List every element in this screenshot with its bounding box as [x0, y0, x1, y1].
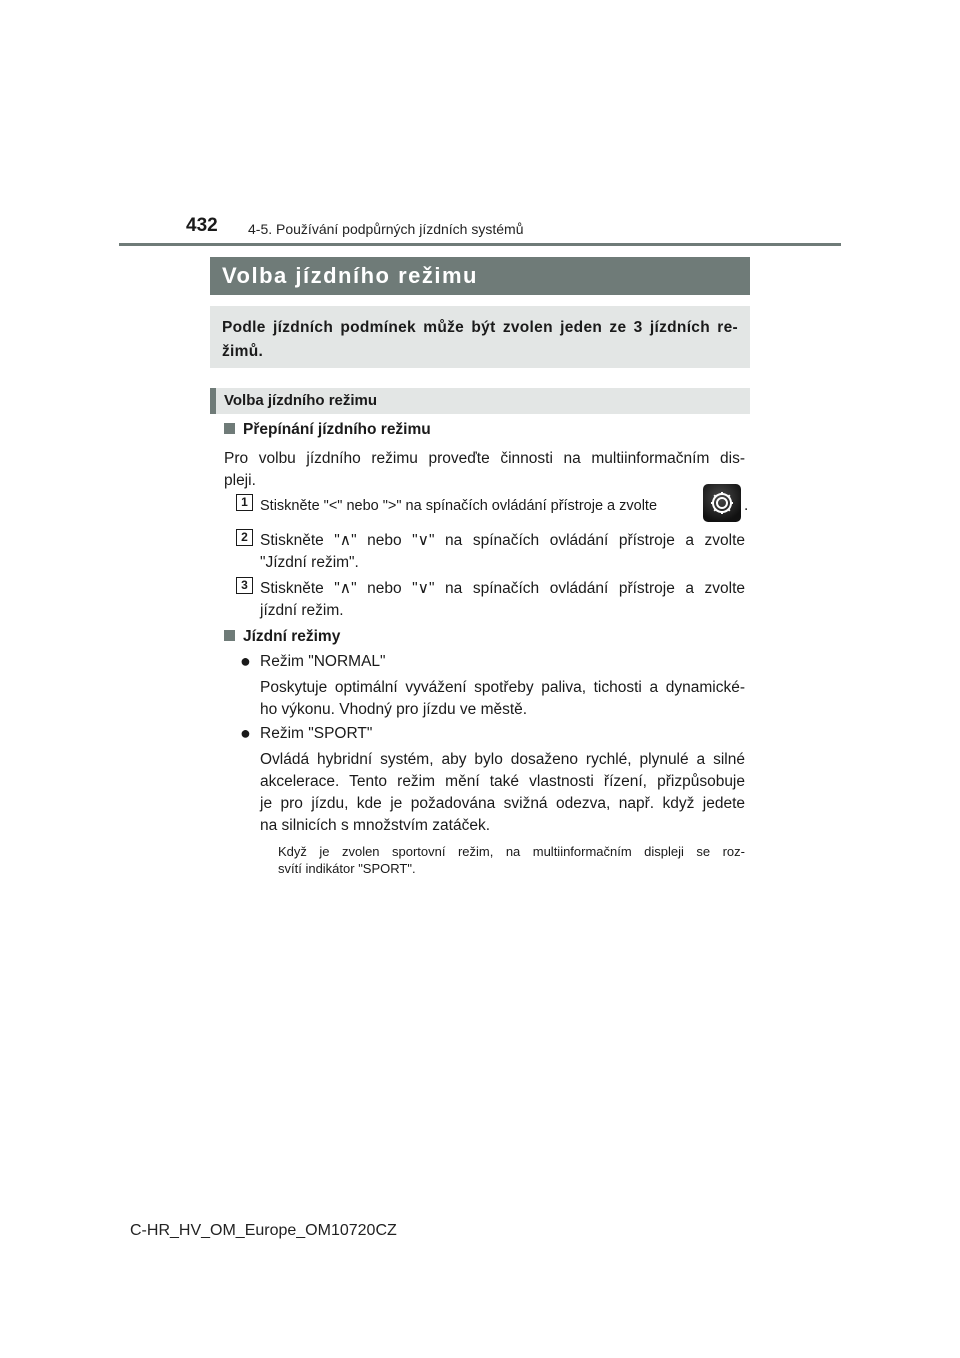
chapter-title: 4-5. Používání podpůrných jízdních systémů	[248, 221, 524, 237]
document-code: C-HR_HV_OM_Europe_OM10720CZ	[130, 1222, 397, 1239]
page-number: 432	[186, 215, 218, 236]
step-number-3: 3	[236, 577, 253, 594]
switching-desc-line: Pro volbu jízdního režimu proveďte činnosti na multiinformačním dis-	[224, 450, 745, 467]
mode-normal-title: Režim "NORMAL"	[260, 653, 386, 670]
step-2-text: Stiskněte "∧" nebo "∨" na spínačích ovládání přístroje a zvolte	[260, 532, 745, 549]
mode-normal-desc: Poskytuje optimální vyvážení spotřeby paliva, tichosti a dynamické-	[260, 679, 745, 696]
subheading-text: Jízdní režimy	[243, 628, 341, 645]
sport-note: Když je zvolen sportovní režim, na multiinformačním displeji se roz-	[278, 844, 745, 859]
bullet-icon: ●	[240, 651, 251, 671]
step-3-text: jízdní režim.	[260, 602, 344, 619]
switching-desc-line: pleji.	[224, 472, 256, 489]
mode-sport-desc: na silnicích s množstvím zatáček.	[260, 817, 490, 834]
step-number-2: 2	[236, 529, 253, 546]
mode-sport-desc: je pro jízdu, kde je požadována svižná odezva, např. když jedete	[260, 795, 745, 812]
subheading-text: Přepínání jízdního režimu	[243, 421, 431, 438]
sport-note: svítí indikátor "SPORT".	[278, 861, 416, 876]
mode-sport-title: Režim "SPORT"	[260, 725, 373, 742]
step-1-period: .	[744, 497, 749, 514]
step-2-text: "Jízdní režim".	[260, 554, 359, 571]
page-title: Volba jízdního režimu	[210, 257, 750, 295]
settings-gear-icon	[703, 484, 741, 522]
square-bullet-icon	[224, 630, 235, 641]
intro-line: Podle jízdních podmínek může být zvolen jeden ze 3 jízdních re-	[222, 319, 738, 336]
mode-normal-desc: ho výkonu. Vhodný pro jízdu ve městě.	[260, 701, 528, 718]
step-1-text: Stiskněte "<" nebo ">" na spínačích ovládání přístroje a zvolte	[260, 498, 658, 514]
subheading-modes	[224, 628, 340, 646]
header-divider	[119, 243, 841, 246]
mode-sport-desc: Ovládá hybridní systém, aby bylo dosaženo rychlé, plynulé a silné	[260, 751, 745, 768]
bullet-icon: ●	[240, 723, 251, 743]
subheading-switching	[224, 421, 431, 439]
step-number-1: 1	[236, 494, 253, 511]
mode-sport-desc: akcelerace. Tento režim mění také vlastnosti řízení, přizpůsobuje	[260, 773, 745, 790]
section-heading: Volba jízdního režimu	[210, 388, 750, 414]
intro-box	[210, 306, 750, 368]
square-bullet-icon	[224, 423, 235, 434]
step-3-text: Stiskněte "∧" nebo "∨" na spínačích ovládání přístroje a zvolte	[260, 580, 745, 597]
intro-line: žimů.	[222, 343, 264, 360]
